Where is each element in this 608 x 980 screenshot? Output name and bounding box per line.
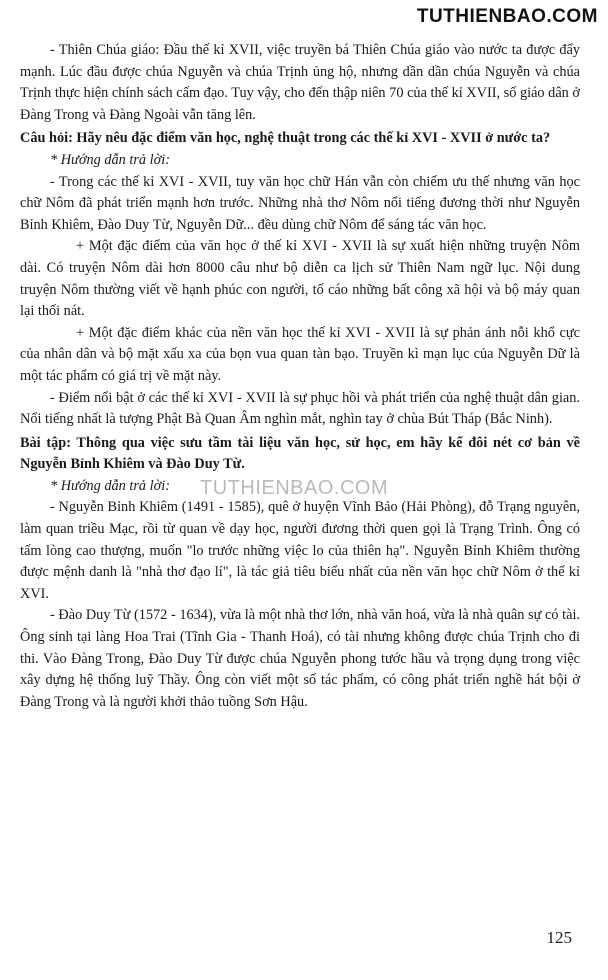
paragraph-christianity: - Thiên Chúa giáo: Đầu thế kỉ XVII, việc truyền bá Thiên Chúa giáo vào nước ta được đẩy mạnh. Lúc đầu được chúa Nguyễn và chúa Trịnh ủng hộ, nhưng dần dần chúa Nguyễn và chúa Trịnh thực hiện chính sách cấm đạo. Tuy vậy, cho đến thập niên 70 của thế kỉ XVII, số giáo dân ở Đàng Trong và Đàng Ngoài vẫn tăng lên. xyxy=(20,42,580,123)
exercise-heading: Bài tập: Thông qua việc sưu tầm tài liệu văn học, sử học, em hãy kể đôi nét cơ bản về Nguyễn Bỉnh Khiêm và Đào Duy Từ. xyxy=(20,434,580,473)
site-logo: TUTHIENBAO.COM xyxy=(416,6,598,27)
paragraph-folk-art: - Điểm nổi bật ở các thế kỉ XVI - XVII là sự phục hồi và phát triển của nghệ thuật dân gian. Nổi tiếng nhất là tượng Phật Bà Quan Âm nghìn mắt, nghìn tay ở chùa Bút Tháp (Bắc Ninh). xyxy=(20,389,580,428)
paragraph-social-criticism: + Một đặc điểm khác của nền văn học thế kỉ XVI - XVII là sự phản ánh nỗi khổ cực của nhân dân và bộ mặt xấu xa của bọn vua quan tàn bạo. Truyền kì mạn lục của Nguyễn Dữ là một tác phẩm có giá trị về mặt này. xyxy=(20,324,580,384)
watermark: TUTHIENBAO.COM xyxy=(200,477,389,499)
page-number: 125 xyxy=(546,928,572,947)
paragraph-dao-duy-tu: - Đào Duy Từ (1572 - 1634), vừa là một nhà thơ lớn, nhà văn hoá, vừa là nhà quân sự có tài. Ông sinh tại làng Hoa Trai (Tĩnh Gia - Thanh Hoá), có tài nhưng không được chúa Trịnh cho đi thi. Vào Đàng Trong, Đào Duy Từ được chúa Nguyễn phong tước hầu và trọng dụng trong việc xây dựng hệ thống luỹ Thầy. Ông còn viết một số tác phẩm, có công phát triển nghề hát bội ở Đàng Trong và là người khởi thảo tuồng Sơn Hậu. xyxy=(20,607,580,710)
answer-guide-label: * Hướng dẫn trả lời: xyxy=(50,477,170,494)
paragraph-nguyen-binh-khiem: - Nguyễn Bỉnh Khiêm (1491 - 1585), quê ở huyện Vĩnh Bảo (Hải Phòng), đỗ Trạng nguyên, làm quan triều Mạc, rồi từ quan về dạy học, người đương thời quen gọi là Trạng Trình. Ông có tấm lòng cao thượng, muốn "lo trước những việc lo của thiên hạ". Nguyễn Bỉnh Khiêm thường được mệnh danh là "nhà thơ đạo lí", là tác giả tiêu biểu nhất của nền văn học chữ Nôm ở thế kỉ XVI. xyxy=(20,499,580,602)
question-heading: Câu hỏi: Hãy nêu đặc điểm văn học, nghệ thuật trong các thế kỉ XVI - XVII ở nước ta? xyxy=(20,130,551,147)
page-body xyxy=(20,40,580,713)
answer-guide-label: * Hướng dẫn trả lời: xyxy=(50,151,170,168)
paragraph-nom-stories: + Một đặc điểm của văn học ở thế kỉ XVI - XVII là sự xuất hiện những truyện Nôm dài. Có truyện Nôm dài hơn 8000 câu như bộ diễn ca lịch sử Thiên Nam ngữ lục. Nội dung truyện Nôm thường viết về hạnh phúc con người, tố cáo những bất công xã hội và bộ máy quan lại thối nát. xyxy=(20,238,580,320)
paragraph-nom-literature: - Trong các thế kỉ XVI - XVII, tuy văn học chữ Hán vẫn còn chiếm ưu thế nhưng văn học chữ Nôm đã phát triển mạnh hơn trước. Những nhà thơ Nôm nổi tiếng đương thời như Nguyễn Bỉnh Khiêm, Đào Duy Từ, Nguyễn Dữ... đều dùng chữ Nôm để sáng tác văn học. xyxy=(20,173,580,233)
